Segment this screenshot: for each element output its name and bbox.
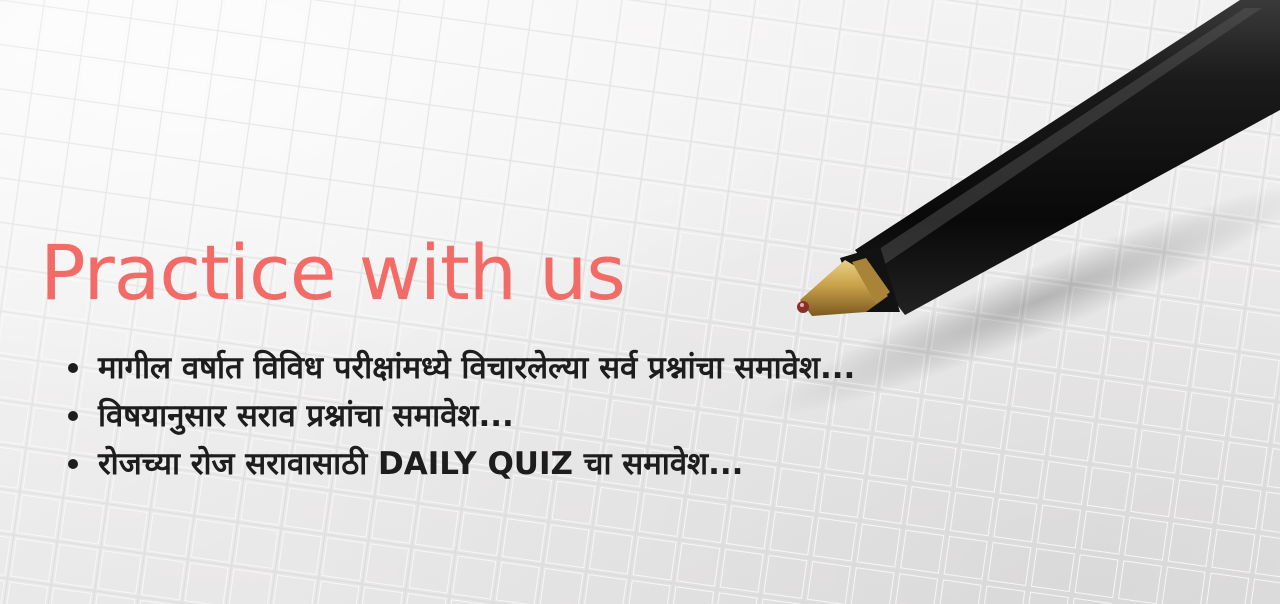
bullet-icon — [68, 459, 78, 469]
feature-text: मागील वर्षात विविध परीक्षांमध्ये विचारलेल्या सर्व प्रश्नांचा समावेश... — [98, 350, 856, 386]
headline: Practice with us — [40, 228, 625, 317]
feature-item-previous-years — [66, 344, 946, 392]
feature-list — [66, 344, 946, 488]
feature-text: विषयानुसार सराव प्रश्नांचा समावेश... — [98, 398, 514, 434]
feature-item-subject-wise — [66, 392, 946, 440]
feature-text: रोजच्या रोज सरावासाठी DAILY QUIZ चा समावेश... — [98, 446, 744, 482]
bullet-icon — [68, 411, 78, 421]
bullet-icon — [68, 363, 78, 373]
feature-item-daily-quiz — [66, 440, 946, 488]
